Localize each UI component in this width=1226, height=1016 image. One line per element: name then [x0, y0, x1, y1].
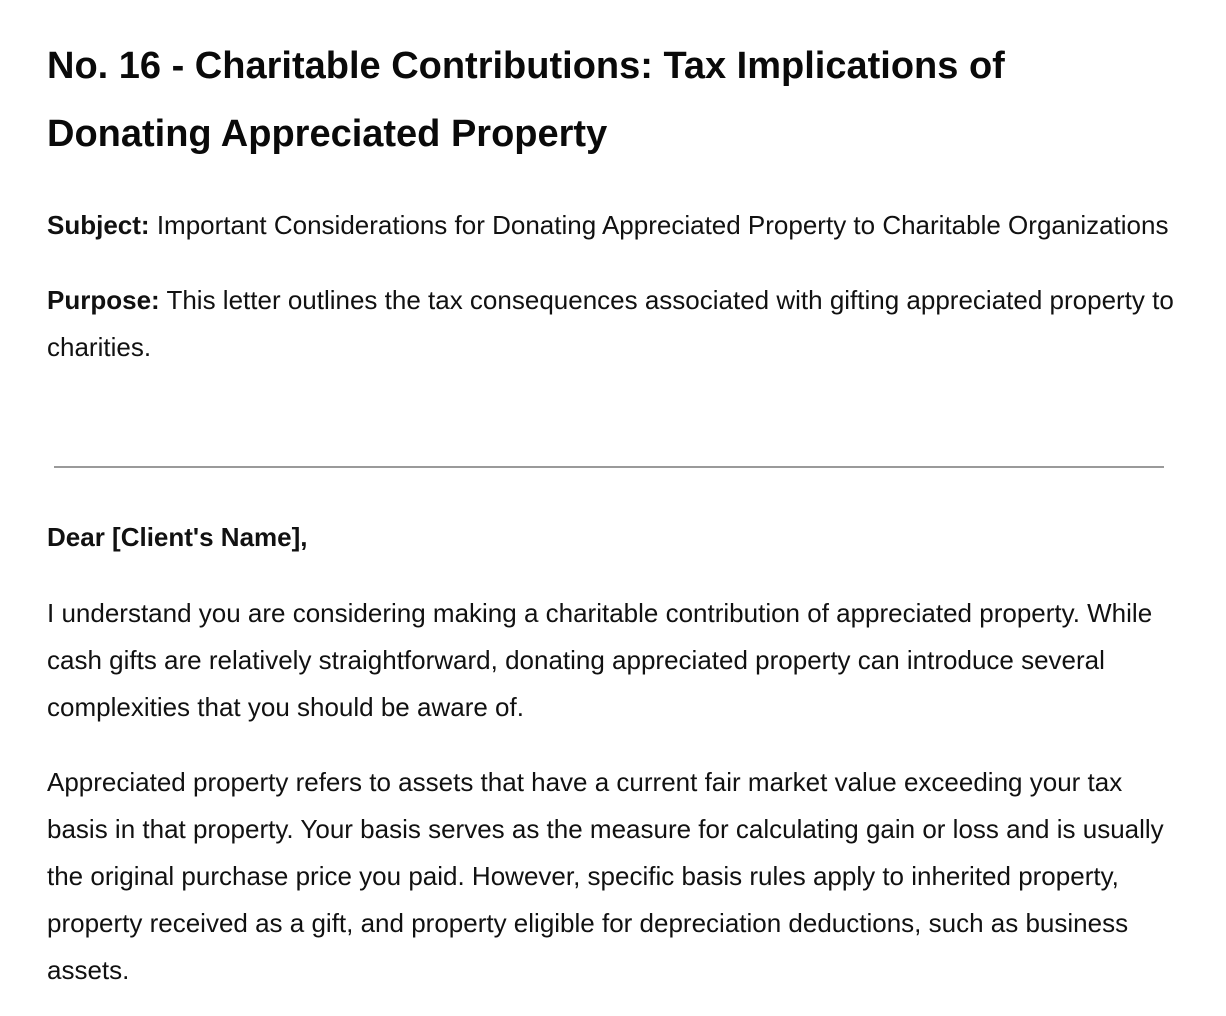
body-paragraph-1: I understand you are considering making a charitable contribution of appreciated property. While cash gifts are relatively straightforward, donating appreciated property can introduce several complexities that you should be aware of. — [47, 598, 1153, 722]
subject-text: Important Considerations for Donating Appreciated Property to Charitable Organizations — [156, 210, 1169, 240]
purpose-text: This letter outlines the tax consequences associated with gifting appreciated property to charities. — [47, 285, 1174, 362]
subject-label: Subject: — [47, 210, 150, 240]
subject-line — [47, 202, 1177, 249]
purpose-line — [47, 277, 1177, 371]
body-paragraph-2: Appreciated property refers to assets that have a current fair market value exceeding your tax basis in that property. Your basis serves as the measure for calculating gain or loss and is usually the original purchase price you paid. However, specific basis rules apply to inherited property, property received as a gift, and property eligible for depreciation deductions, such as business assets. — [47, 767, 1164, 985]
greeting: Dear [Client's Name], — [47, 522, 308, 552]
horizontal-divider — [54, 466, 1164, 468]
purpose-label: Purpose: — [47, 285, 160, 315]
letter-title: No. 16 - Charitable Contributions: Tax Implications of Donating Appreciated Property — [47, 45, 1005, 155]
